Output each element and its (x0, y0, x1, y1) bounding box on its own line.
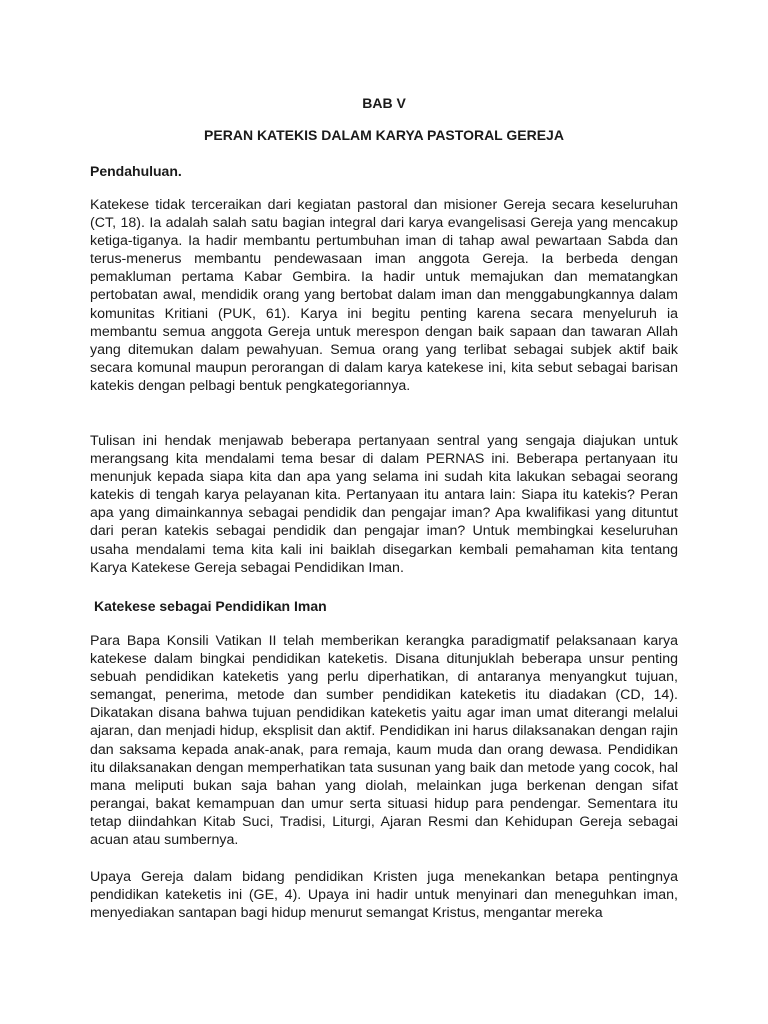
paragraph: Tulisan ini hendak menjawab beberapa pertanyaan sentral yang sengaja diajukan untuk merangsang kita mendalami tema besar di dalam PERNAS ini. Beberapa pertanyaan itu menunjuk kepada siapa kita dan apa yang selama ini sudah kita lakukan sebagai seorang katekis di tengah karya pelayanan kita. Pertanyaan itu antara lain: Siapa itu katekis? Peran apa yang dimainkannya sebagai pendidik dan pengajar iman? Apa kwalifikasi yang dituntut dari peran katekis sebagai pendidik dan pengajar iman? Untuk membingkai keseluruhan usaha mendalami tema kita kali ini baiklah disegarkan kembali pemahaman kita tentang Karya Katekese Gereja sebagai Pendidikan Iman. (90, 433, 678, 576)
section-heading: Katekese sebagai Pendidikan Iman (94, 598, 327, 614)
chapter-title: PERAN KATEKIS DALAM KARYA PASTORAL GEREJA (204, 127, 564, 143)
paragraph: Katekese tidak terceraikan dari kegiatan pastoral dan misioner Gereja secara keseluruhan (CT, 18). Ia adalah salah satu bagian integral dari karya evangelisasi Gereja yang mencakup ketiga-tiganya. Ia hadir membantu pertumbuhan iman di tahap awal pewartaan Sabda dan terus-menerus membantu pendewasaan iman anggota Gereja. Ia berbeda dengan pemakluman pertama Kabar Gembira. Ia hadir untuk memajukan dan mematangkan pertobatan awal, mendidik orang yang bertobat dalam iman dan menggabungkannya dalam komunitas Kritiani (PUK, 61). Karya ini begitu penting karena secara menyeluruh ia membantu semua anggota Gereja untuk merespon dengan baik sapaan dan tawaran Allah yang ditemukan dalam pewahyuan. Semua orang yang terlibat sebagai subjek aktif baik secara komunal maupun perorangan di dalam karya katekese ini, kita sebut sebagai barisan katekis dengan pelbagi bentuk pengkategoriannya. (90, 197, 678, 394)
paragraph: Upaya Gereja dalam bidang pendidikan Kristen juga menekankan betapa pentingnya pendidikan kateketis ini (GE, 4). Upaya ini hadir untuk menyinari dan meneguhkan iman, menyediakan santapan bagi hidup menurut semangat Kristus, mengantar mereka (90, 869, 678, 922)
intro-heading: Pendahuluan. (90, 163, 182, 179)
chapter-label: BAB V (362, 95, 406, 111)
paragraph: Para Bapa Konsili Vatikan II telah memberikan kerangka paradigmatif pelaksanaan karya katekese dalam bingkai pendidikan kateketis. Disana ditunjuklah beberapa unsur penting sebuah pendidikan kateketis yang perlu diperhatikan, di antaranya menyangkut tujuan, semangat, penerima, metode dan sumber pendidikan kateketis itu diadakan (CD, 14). Dikatakan disana bahwa tujuan pendidikan kateketis yaitu agar iman umat diterangi melalui ajaran, dan menjadi hidup, eksplisit dan aktif. Pendidikan ini harus dilaksanakan dengan rajin dan saksama kepada anak-anak, para remaja, kaum muda dan orang dewasa. Pendidikan itu dilaksanakan dengan memperhatikan tata susunan yang baik dan metode yang cocok, hal mana meliputi bukan saja bahan yang diolah, melainkan juga berkenan dengan sifat perangai, bakat kemampuan dan umur serta situasi hidup para pendengar. Sementara itu tetap diindahkan Kitab Suci, Tradisi, Liturgi, Ajaran Resmi dan Kehidupan Gereja sebagai acuan atau sumbernya. (90, 633, 678, 849)
